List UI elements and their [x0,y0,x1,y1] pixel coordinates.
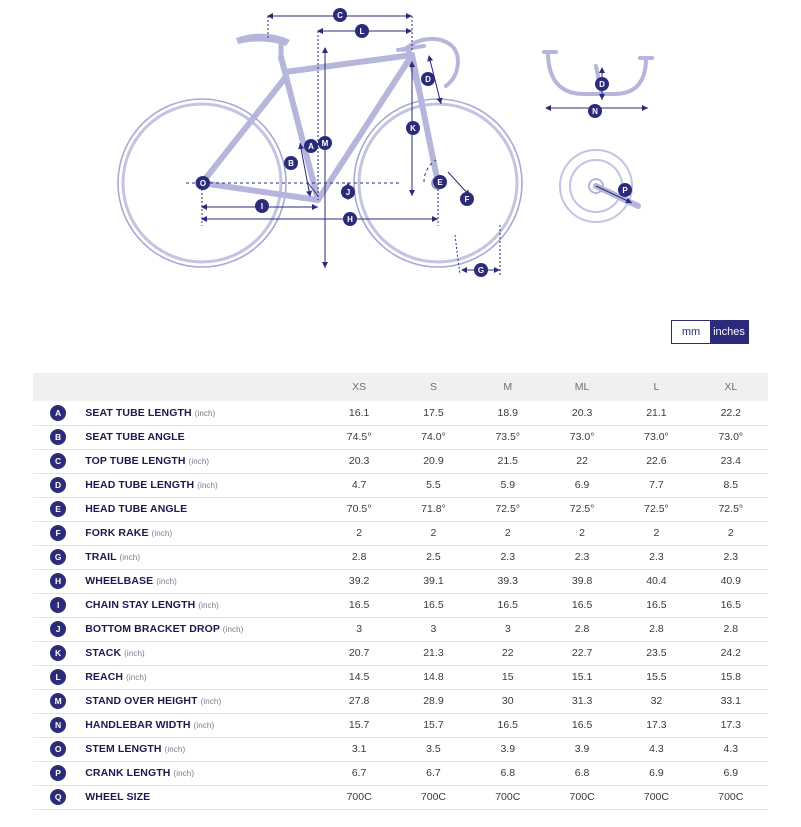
row-badge: H [50,573,66,589]
table-row [33,593,768,617]
row-value-cell: 2.8 [545,617,619,641]
row-value-cell: 2 [322,521,396,545]
row-value-cell: 73.0° [619,425,693,449]
row-value-cell: 17.3 [619,713,693,737]
row-value-cell: 2.3 [619,545,693,569]
row-value-cell: 2 [694,521,768,545]
row-value-cell: 5.5 [396,473,470,497]
diagram-label-N: N [592,107,598,116]
row-unit: (inch) [197,481,218,490]
row-badge-cell [33,593,83,617]
row-label: CHAIN STAY LENGTH [85,599,196,611]
row-unit: (inch) [173,769,195,778]
row-value-cell: 2.8 [694,617,768,641]
row-label-cell [83,449,322,473]
row-label: TRAIL [85,551,117,563]
row-value-cell: 17.5 [396,401,470,425]
row-value-cell: 6.9 [619,761,693,785]
row-label: WHEELBASE [85,575,154,587]
row-value-cell: 27.8 [322,689,396,713]
row-label: SEAT TUBE ANGLE [85,431,185,443]
row-value-cell: 15.5 [619,665,693,689]
row-value-cell: 700C [322,785,396,809]
row-unit: (inch) [151,529,173,538]
row-label: STACK [85,647,122,659]
header-size-l: L [619,373,693,401]
row-value-cell: 16.5 [545,713,619,737]
row-value-cell: 6.9 [694,761,768,785]
row-value-cell: 21.3 [396,641,470,665]
row-label-cell [83,737,322,761]
row-value-cell: 700C [545,785,619,809]
row-value-cell: 2 [471,521,545,545]
table-row [33,473,768,497]
row-value-cell: 39.2 [322,569,396,593]
table-row [33,569,768,593]
row-label-cell [83,593,322,617]
row-badge: J [50,621,66,637]
diagram-label-J: J [345,188,351,197]
row-value-cell: 16.1 [322,401,396,425]
row-badge: B [50,429,66,445]
header-badge [33,373,83,401]
row-value-cell: 40.9 [694,569,768,593]
row-label: HEAD TUBE LENGTH [85,479,195,491]
row-label: STAND OVER HEIGHT [85,695,198,707]
header-size-xl: XL [694,373,768,401]
row-badge-cell [33,641,83,665]
row-value-cell: 3.1 [322,737,396,761]
row-value-cell: 71.8° [396,497,470,521]
row-badge-cell [33,785,83,809]
row-value-cell: 72.5° [545,497,619,521]
row-value-cell: 3.9 [471,737,545,761]
row-value-cell: 6.8 [471,761,545,785]
row-value-cell: 23.5 [619,641,693,665]
diagram-label-H: H [347,215,353,224]
diagram-label-O: O [199,179,207,188]
header-size-ml: ML [545,373,619,401]
row-badge-cell [33,665,83,689]
row-value-cell: 72.5° [471,497,545,521]
row-value-cell: 2.3 [471,545,545,569]
row-unit: (inch) [119,553,141,562]
diagram-label-I: I [260,202,264,211]
row-label-cell [83,521,322,545]
table-row [33,617,768,641]
row-value-cell: 20.7 [322,641,396,665]
table-row [33,713,768,737]
row-value-cell: 2 [545,521,619,545]
row-badge: F [50,525,66,541]
row-label-cell [83,641,322,665]
row-badge-cell [33,449,83,473]
row-value-cell: 15.7 [322,713,396,737]
table-row [33,545,768,569]
row-value-cell: 39.3 [471,569,545,593]
row-unit: (inch) [200,697,222,706]
row-value-cell: 2.8 [322,545,396,569]
row-badge-cell [33,401,83,425]
row-unit: (inch) [194,408,216,418]
row-value-cell: 16.5 [545,593,619,617]
row-value-cell: 16.5 [471,713,545,737]
row-value-cell: 14.5 [322,665,396,689]
row-value-cell: 73.0° [545,425,619,449]
row-value-cell: 23.4 [694,449,768,473]
unit-toggle[interactable] [671,320,749,344]
row-unit: (inch) [188,457,210,466]
row-label-cell [83,401,322,425]
row-value-cell: 73.0° [694,425,768,449]
row-badge-cell [33,569,83,593]
row-unit: (inch) [124,649,145,658]
row-value-cell: 21.1 [619,401,693,425]
row-value-cell: 16.5 [471,593,545,617]
row-label: SEAT TUBE LENGTH [85,406,192,419]
row-value-cell: 2.3 [545,545,619,569]
row-badge: E [50,501,66,517]
header-size-m: M [471,373,545,401]
row-value-cell: 22.2 [694,401,768,425]
table-row [33,737,768,761]
row-value-cell: 3.9 [545,737,619,761]
geometry-table-wrapper [33,373,768,810]
row-value-cell: 22.6 [619,449,693,473]
row-value-cell: 3 [396,617,470,641]
diagram-label-E: E [437,178,443,187]
table-row [33,521,768,545]
row-unit: (inch) [126,673,147,682]
row-value-cell: 28.9 [396,689,470,713]
diagram-label-C: C [337,11,343,20]
row-value-cell: 2.8 [619,617,693,641]
row-value-cell: 72.5° [619,497,693,521]
row-value-cell: 8.5 [694,473,768,497]
header-size-xs: XS [322,373,396,401]
row-label: HANDLEBAR WIDTH [85,719,191,731]
table-header-row [33,373,768,401]
row-value-cell: 21.5 [471,449,545,473]
diagram-label-L: L [359,27,365,36]
row-value-cell: 39.1 [396,569,470,593]
row-unit: (inch) [156,577,177,586]
row-value-cell: 2.5 [396,545,470,569]
row-value-cell: 22 [471,641,545,665]
unit-option-inches[interactable]: inches [710,321,748,343]
row-badge: C [50,453,66,469]
row-value-cell: 18.9 [471,401,545,425]
row-value-cell: 32 [619,689,693,713]
diagram-label-A: A [308,142,314,151]
row-value-cell: 33.1 [694,689,768,713]
row-badge-cell [33,689,83,713]
row-label-cell [83,665,322,689]
row-value-cell: 3.5 [396,737,470,761]
row-value-cell: 14.8 [396,665,470,689]
row-label-cell [83,617,322,641]
row-label-cell [83,761,322,785]
diagram-label-B: B [288,159,294,168]
row-badge: D [50,477,66,493]
row-value-cell: 70.5° [322,497,396,521]
row-value-cell: 73.5° [471,425,545,449]
row-unit: (inch) [164,745,186,754]
row-label: FORK RAKE [85,527,149,539]
header-size-s: S [396,373,470,401]
row-value-cell: 16.5 [619,593,693,617]
row-badge: G [50,549,66,565]
row-value-cell: 15 [471,665,545,689]
row-label-cell [83,473,322,497]
row-value-cell: 17.3 [694,713,768,737]
row-badge-cell [33,761,83,785]
row-label-cell [83,545,322,569]
row-value-cell: 72.5° [694,497,768,521]
row-badge: A [50,405,66,421]
row-badge: O [50,741,66,757]
table-row [33,785,768,809]
row-label-cell [83,713,322,737]
row-badge-cell [33,497,83,521]
row-badge: K [50,645,66,661]
row-badge-cell [33,545,83,569]
row-badge-cell [33,521,83,545]
row-value-cell: 74.0° [396,425,470,449]
row-value-cell: 6.9 [545,473,619,497]
geometry-table [33,373,768,810]
row-value-cell: 700C [471,785,545,809]
row-value-cell: 3 [322,617,396,641]
table-row [33,449,768,473]
diagram-label-D2: D [599,80,605,89]
row-value-cell: 2 [619,521,693,545]
diagram-label-P: P [622,186,628,195]
row-badge-cell [33,473,83,497]
row-value-cell: 5.9 [471,473,545,497]
row-badge: P [50,765,66,781]
row-value-cell: 7.7 [619,473,693,497]
row-label-cell [83,689,322,713]
row-value-cell: 6.8 [545,761,619,785]
row-unit: (inch) [222,625,244,634]
row-value-cell: 20.3 [322,449,396,473]
row-value-cell: 15.8 [694,665,768,689]
row-label: TOP TUBE LENGTH [85,455,186,467]
diagram-label-F: F [464,195,470,204]
row-value-cell: 20.9 [396,449,470,473]
row-value-cell: 74.5° [322,425,396,449]
unit-option-mm[interactable]: mm [672,321,710,343]
diagram-label-K: K [410,124,416,133]
diagram-label-D: D [425,75,431,84]
header-label [83,373,322,401]
row-value-cell: 16.5 [396,593,470,617]
row-badge: I [50,597,66,613]
row-value-cell: 3 [471,617,545,641]
table-row [33,401,768,425]
row-value-cell: 31.3 [545,689,619,713]
row-value-cell: 16.5 [322,593,396,617]
row-unit: (inch) [193,721,215,730]
table-body [33,401,768,809]
row-value-cell: 4.7 [322,473,396,497]
row-badge: M [50,693,66,709]
table-row [33,425,768,449]
row-value-cell: 2 [396,521,470,545]
row-badge-cell [33,737,83,761]
row-label: REACH [85,671,124,683]
row-badge: L [50,669,66,685]
table-header [33,373,768,401]
row-label-cell [83,497,322,521]
row-value-cell: 4.3 [619,737,693,761]
row-badge-cell [33,617,83,641]
row-value-cell: 15.1 [545,665,619,689]
row-value-cell: 4.3 [694,737,768,761]
row-value-cell: 22.7 [545,641,619,665]
table-row [33,761,768,785]
table-row [33,665,768,689]
row-value-cell: 20.3 [545,401,619,425]
table-row [33,641,768,665]
row-label: STEM LENGTH [85,743,162,755]
row-value-cell: 700C [396,785,470,809]
diagram-label-G: G [477,266,485,275]
row-value-cell: 22 [545,449,619,473]
row-value-cell: 2.3 [694,545,768,569]
row-badge: Q [50,789,66,805]
row-value-cell: 700C [694,785,768,809]
row-value-cell: 16.5 [694,593,768,617]
diagram-label-M: M [321,139,329,148]
row-value-cell: 700C [619,785,693,809]
row-value-cell: 15.7 [396,713,470,737]
row-badge-cell [33,425,83,449]
row-label-cell [83,569,322,593]
row-label: BOTTOM BRACKET DROP [85,623,220,635]
row-value-cell: 30 [471,689,545,713]
row-value-cell: 6.7 [396,761,470,785]
row-value-cell: 39.8 [545,569,619,593]
row-value-cell: 40.4 [619,569,693,593]
table-row [33,689,768,713]
row-badge-cell [33,713,83,737]
row-label: HEAD TUBE ANGLE [85,503,188,515]
row-label-cell [83,785,322,809]
row-value-cell: 6.7 [322,761,396,785]
bike-geometry-diagram [0,0,801,305]
row-label-cell [83,425,322,449]
row-label: CRANK LENGTH [85,767,171,779]
row-unit: (inch) [198,601,219,610]
row-badge: N [50,717,66,733]
row-label: WHEEL SIZE [85,791,151,803]
row-value-cell: 24.2 [694,641,768,665]
table-row [33,497,768,521]
